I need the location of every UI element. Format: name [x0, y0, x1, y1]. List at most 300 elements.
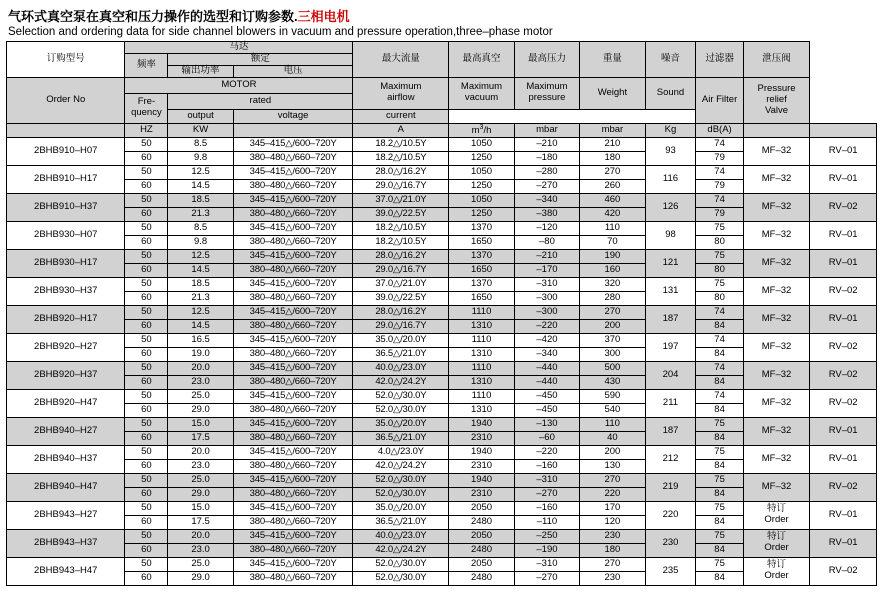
cell-sound: 79: [696, 207, 743, 221]
cell-vacuum: –250: [514, 529, 579, 543]
cell-airflow: 1110: [449, 305, 514, 319]
cell-current: 40.0△/23.0Y: [353, 529, 449, 543]
cell-output-power: 29.0: [168, 487, 233, 501]
cell-order-no: 2BHB920–H17: [7, 305, 125, 333]
header-filter-en: Air Filter: [696, 77, 743, 123]
cell-sound: 74: [696, 305, 743, 319]
table-row: [7, 193, 877, 207]
page-title-en: Selection and ordering data for side channel blowers in vacuum and pressure operation,three–phase motor: [8, 26, 553, 38]
cell-frequency: 60: [125, 347, 168, 361]
header-output-en: output: [168, 109, 233, 123]
cell-frequency: 50: [125, 193, 168, 207]
header-frequency-en-line1: Fre-: [137, 96, 156, 108]
cell-vacuum: –270: [514, 571, 579, 585]
page-title-cn-text: 气环式真空泵在真空和压力操作的选型和订购参数.: [8, 9, 298, 24]
cell-pressure: 40: [580, 431, 645, 445]
cell-sound: 84: [696, 543, 743, 557]
cell-pressure: 270: [580, 305, 645, 319]
cell-vacuum: –210: [514, 137, 579, 151]
cell-sound: 79: [696, 179, 743, 193]
cell-current: 29.0△/16.7Y: [353, 179, 449, 193]
cell-current: 29.0△/16.7Y: [353, 319, 449, 333]
cell-voltage: 345–415△/600–720Y: [233, 193, 353, 207]
cell-airflow: 1310: [449, 403, 514, 417]
unit-current: A: [353, 123, 449, 137]
cell-frequency: 60: [125, 487, 168, 501]
cell-frequency: 60: [125, 515, 168, 529]
header-order-no-cn: 订购型号: [7, 42, 125, 78]
table-body: [7, 137, 877, 585]
table-row: [7, 445, 877, 459]
cell-weight: 220: [645, 501, 696, 529]
cell-sound: 84: [696, 347, 743, 361]
cell-pressure: 230: [580, 529, 645, 543]
table-row: [7, 333, 877, 347]
cell-output-power: 18.5: [168, 277, 233, 291]
cell-airflow: 1310: [449, 319, 514, 333]
header-valve-en-line3: Valve: [765, 104, 789, 116]
cell-pressure: 260: [580, 179, 645, 193]
cell-pressure: 430: [580, 375, 645, 389]
cell-weight: 98: [645, 221, 696, 249]
cell-voltage: 380–480△/660–720Y: [233, 375, 353, 389]
cell-frequency: 50: [125, 277, 168, 291]
cell-frequency: 50: [125, 305, 168, 319]
header-row-en: [7, 77, 877, 93]
cell-weight: 93: [645, 137, 696, 165]
cell-current: 35.0△/20.0Y: [353, 417, 449, 431]
table-row: [7, 221, 877, 235]
cell-sound: 80: [696, 291, 743, 305]
cell-current: 52.0△/30.0Y: [353, 487, 449, 501]
cell-current: 37.0△/21.0Y: [353, 193, 449, 207]
header-frequency-cn: 频率: [125, 53, 168, 77]
cell-airflow: 1110: [449, 361, 514, 375]
unit-order-no: [7, 123, 125, 137]
cell-frequency: 50: [125, 333, 168, 347]
cell-relief-valve: RV–02: [810, 193, 877, 221]
cell-voltage: 380–480△/660–720Y: [233, 319, 353, 333]
cell-air-filter: MF–32: [743, 137, 810, 165]
cell-air-filter-en: Order: [764, 542, 789, 554]
cell-air-filter-cn: 特订: [767, 531, 787, 543]
header-filter-cn: 过滤器: [696, 42, 743, 78]
cell-frequency: 50: [125, 361, 168, 375]
cell-pressure: 500: [580, 361, 645, 375]
cell-airflow: 1310: [449, 375, 514, 389]
cell-pressure: 590: [580, 389, 645, 403]
cell-current: 29.0△/16.7Y: [353, 263, 449, 277]
cell-weight: 211: [645, 389, 696, 417]
header-pressure-en-line2: pressure: [528, 92, 566, 104]
cell-output-power: 20.0: [168, 361, 233, 375]
cell-frequency: 50: [125, 417, 168, 431]
cell-vacuum: –220: [514, 445, 579, 459]
cell-frequency: 60: [125, 375, 168, 389]
table-row: [7, 501, 877, 515]
cell-voltage: 345–415△/600–720Y: [233, 417, 353, 431]
cell-sound: 79: [696, 151, 743, 165]
cell-vacuum: –270: [514, 487, 579, 501]
cell-sound: 75: [696, 501, 743, 515]
cell-airflow: 2480: [449, 571, 514, 585]
cell-relief-valve: RV–01: [810, 305, 877, 333]
cell-pressure: 270: [580, 165, 645, 179]
unit-voltage: [233, 123, 353, 137]
cell-weight: 187: [645, 305, 696, 333]
cell-output-power: 15.0: [168, 417, 233, 431]
cell-sound: 80: [696, 263, 743, 277]
cell-pressure: 300: [580, 347, 645, 361]
cell-frequency: 50: [125, 389, 168, 403]
table-row: [7, 305, 877, 319]
cell-vacuum: –440: [514, 375, 579, 389]
cell-vacuum: –450: [514, 389, 579, 403]
cell-output-power: 25.0: [168, 473, 233, 487]
cell-vacuum: –80: [514, 235, 579, 249]
table-row: [7, 277, 877, 291]
cell-airflow: 1940: [449, 473, 514, 487]
cell-current: 52.0△/30.0Y: [353, 403, 449, 417]
cell-relief-valve: RV–02: [810, 277, 877, 305]
cell-sound: 75: [696, 221, 743, 235]
cell-airflow: 2310: [449, 487, 514, 501]
cell-frequency: 60: [125, 459, 168, 473]
cell-current: 18.2△/10.5Y: [353, 137, 449, 151]
cell-sound: 84: [696, 571, 743, 585]
cell-air-filter-en: Order: [764, 570, 789, 582]
header-frequency-en: [125, 93, 168, 123]
header-sound-en: Sound: [645, 77, 696, 109]
cell-voltage: 345–415△/600–720Y: [233, 361, 353, 375]
cell-output-power: 15.0: [168, 501, 233, 515]
cell-order-no: 2BHB940–H27: [7, 417, 125, 445]
unit-filter: [743, 123, 810, 137]
cell-airflow: 2050: [449, 557, 514, 571]
cell-pressure: 110: [580, 417, 645, 431]
cell-frequency: 60: [125, 235, 168, 249]
cell-output-power: 20.0: [168, 445, 233, 459]
cell-air-filter: MF–32: [743, 417, 810, 445]
cell-current: 52.0△/30.0Y: [353, 571, 449, 585]
unit-weight: Kg: [645, 123, 696, 137]
cell-sound: 75: [696, 473, 743, 487]
cell-vacuum: –340: [514, 347, 579, 361]
cell-output-power: 17.5: [168, 515, 233, 529]
cell-frequency: 50: [125, 137, 168, 151]
table-row: [7, 417, 877, 431]
cell-weight: 197: [645, 333, 696, 361]
cell-order-no: 2BHB910–H37: [7, 193, 125, 221]
cell-voltage: 380–480△/660–720Y: [233, 571, 353, 585]
cell-sound: 84: [696, 403, 743, 417]
cell-frequency: 60: [125, 571, 168, 585]
header-row-cn: [7, 42, 877, 54]
cell-order-no: 2BHB910–H17: [7, 165, 125, 193]
cell-output-power: 8.5: [168, 221, 233, 235]
header-airflow-en: [353, 77, 449, 109]
cell-voltage: 380–480△/660–720Y: [233, 151, 353, 165]
cell-sound: 75: [696, 249, 743, 263]
cell-vacuum: –300: [514, 291, 579, 305]
header-row-units: [7, 123, 877, 137]
cell-frequency: 60: [125, 403, 168, 417]
cell-air-filter: MF–32: [743, 165, 810, 193]
cell-output-power: 16.5: [168, 333, 233, 347]
table-row: [7, 473, 877, 487]
unit-airflow: $m^3/h$: [449, 123, 514, 137]
cell-current: 52.0△/30.0Y: [353, 557, 449, 571]
cell-vacuum: –310: [514, 557, 579, 571]
cell-air-filter: [743, 557, 810, 585]
cell-order-no: 2BHB943–H47: [7, 557, 125, 585]
cell-current: 52.0△/30.0Y: [353, 473, 449, 487]
cell-current: 39.0△/22.5Y: [353, 291, 449, 305]
cell-voltage: 380–480△/660–720Y: [233, 207, 353, 221]
cell-voltage: 345–415△/600–720Y: [233, 529, 353, 543]
cell-relief-valve: RV–01: [810, 165, 877, 193]
cell-airflow: 1940: [449, 417, 514, 431]
cell-output-power: 21.3: [168, 207, 233, 221]
cell-air-filter: MF–32: [743, 277, 810, 305]
cell-voltage: 345–415△/600–720Y: [233, 249, 353, 263]
cell-weight: 187: [645, 417, 696, 445]
cell-airflow: 2050: [449, 501, 514, 515]
cell-air-filter: MF–32: [743, 305, 810, 333]
cell-output-power: 20.0: [168, 529, 233, 543]
cell-order-no: 2BHB920–H27: [7, 333, 125, 361]
cell-voltage: 380–480△/660–720Y: [233, 179, 353, 193]
cell-output-power: 9.8: [168, 151, 233, 165]
cell-frequency: 50: [125, 221, 168, 235]
cell-output-power: 12.5: [168, 165, 233, 179]
cell-relief-valve: RV–02: [810, 557, 877, 585]
cell-sound: 84: [696, 487, 743, 501]
cell-pressure: 420: [580, 207, 645, 221]
cell-output-power: 12.5: [168, 249, 233, 263]
cell-vacuum: –310: [514, 277, 579, 291]
cell-current: 35.0△/20.0Y: [353, 501, 449, 515]
cell-order-no: 2BHB910–H07: [7, 137, 125, 165]
cell-relief-valve: RV–01: [810, 501, 877, 529]
cell-voltage: 380–480△/660–720Y: [233, 291, 353, 305]
cell-output-power: 19.0: [168, 347, 233, 361]
cell-vacuum: –60: [514, 431, 579, 445]
cell-vacuum: –310: [514, 473, 579, 487]
header-motor-cn: 马达: [125, 42, 353, 54]
cell-output-power: 9.8: [168, 235, 233, 249]
unit-sound: dB(A): [696, 123, 743, 137]
cell-voltage: 345–415△/600–720Y: [233, 445, 353, 459]
table-row: [7, 165, 877, 179]
table-row: [7, 137, 877, 151]
header-pressure-en: [514, 77, 579, 109]
cell-voltage: 380–480△/660–720Y: [233, 263, 353, 277]
cell-airflow: 2480: [449, 515, 514, 529]
table-row: [7, 361, 877, 375]
cell-sound: 80: [696, 235, 743, 249]
cell-pressure: 320: [580, 277, 645, 291]
cell-frequency: 60: [125, 291, 168, 305]
cell-pressure: 230: [580, 571, 645, 585]
cell-pressure: 460: [580, 193, 645, 207]
cell-sound: 84: [696, 375, 743, 389]
table-row: [7, 249, 877, 263]
cell-output-power: 8.5: [168, 137, 233, 151]
cell-air-filter: MF–32: [743, 361, 810, 389]
table-header: [7, 42, 877, 138]
cell-weight: 212: [645, 445, 696, 473]
cell-airflow: 1370: [449, 277, 514, 291]
cell-vacuum: –190: [514, 543, 579, 557]
cell-order-no: 2BHB940–H47: [7, 473, 125, 501]
cell-relief-valve: RV–01: [810, 445, 877, 473]
cell-current: 18.2△/10.5Y: [353, 235, 449, 249]
table-row: [7, 389, 877, 403]
cell-output-power: 18.5: [168, 193, 233, 207]
cell-current: 40.0△/23.0Y: [353, 361, 449, 375]
cell-output-power: 25.0: [168, 557, 233, 571]
cell-voltage: 380–480△/660–720Y: [233, 235, 353, 249]
cell-current: 28.0△/16.2Y: [353, 165, 449, 179]
header-voltage-cn: 电压: [233, 65, 353, 77]
cell-vacuum: –120: [514, 221, 579, 235]
cell-pressure: 160: [580, 263, 645, 277]
cell-voltage: 345–415△/600–720Y: [233, 277, 353, 291]
cell-vacuum: –340: [514, 193, 579, 207]
cell-weight: 219: [645, 473, 696, 501]
header-weight-en: Weight: [580, 77, 645, 109]
header-airflow-en-line2: airflow: [387, 92, 415, 104]
cell-air-filter: MF–32: [743, 445, 810, 473]
cell-airflow: 1650: [449, 263, 514, 277]
header-weight-cn: 重量: [580, 42, 645, 78]
cell-airflow: 1370: [449, 221, 514, 235]
cell-weight: 126: [645, 193, 696, 221]
cell-airflow: 1250: [449, 151, 514, 165]
unit-vacuum: mbar: [514, 123, 579, 137]
cell-current: 36.5△/21.0Y: [353, 431, 449, 445]
cell-frequency: 50: [125, 473, 168, 487]
cell-relief-valve: RV–02: [810, 361, 877, 389]
cell-frequency: 50: [125, 249, 168, 263]
cell-pressure: 270: [580, 557, 645, 571]
header-vacuum-en-line2: vacuum: [464, 92, 499, 104]
header-order-no-en: Order No: [7, 77, 125, 123]
cell-current: 42.0△/24.2Y: [353, 459, 449, 473]
cell-relief-valve: RV–01: [810, 529, 877, 557]
cell-pressure: 200: [580, 319, 645, 333]
cell-frequency: 50: [125, 445, 168, 459]
cell-airflow: 1050: [449, 137, 514, 151]
cell-voltage: 380–480△/660–720Y: [233, 431, 353, 445]
unit-valve: [810, 123, 877, 137]
cell-vacuum: –220: [514, 319, 579, 333]
cell-pressure: 280: [580, 291, 645, 305]
cell-output-power: 23.0: [168, 543, 233, 557]
cell-voltage: 380–480△/660–720Y: [233, 403, 353, 417]
cell-frequency: 50: [125, 557, 168, 571]
cell-frequency: 60: [125, 151, 168, 165]
header-pressure-en-line1: Maximum: [526, 81, 568, 93]
cell-output-power: 17.5: [168, 431, 233, 445]
cell-current: 35.0△/20.0Y: [353, 333, 449, 347]
cell-voltage: 380–480△/660–720Y: [233, 347, 353, 361]
cell-current: 18.2△/10.5Y: [353, 151, 449, 165]
page-title-cn: [8, 6, 878, 25]
unit-power: KW: [168, 123, 233, 137]
cell-current: 28.0△/16.2Y: [353, 305, 449, 319]
cell-voltage: 345–415△/600–720Y: [233, 473, 353, 487]
cell-vacuum: –440: [514, 361, 579, 375]
cell-order-no: 2BHB920–H47: [7, 389, 125, 417]
cell-voltage: 345–415△/600–720Y: [233, 137, 353, 151]
cell-frequency: 60: [125, 207, 168, 221]
cell-current: 52.0△/30.0Y: [353, 389, 449, 403]
header-airflow-cn: 最大流量: [353, 42, 449, 78]
cell-relief-valve: RV–01: [810, 137, 877, 165]
cell-vacuum: –160: [514, 459, 579, 473]
cell-output-power: 14.5: [168, 179, 233, 193]
cell-order-no: 2BHB930–H17: [7, 249, 125, 277]
cell-vacuum: –420: [514, 333, 579, 347]
header-vacuum-en-line1: Maximum: [460, 81, 503, 93]
cell-sound: 75: [696, 445, 743, 459]
cell-sound: 75: [696, 557, 743, 571]
specification-table: [6, 41, 877, 586]
cell-sound: 84: [696, 515, 743, 529]
cell-pressure: 210: [580, 137, 645, 151]
cell-relief-valve: RV–02: [810, 473, 877, 501]
cell-current: 36.5△/21.0Y: [353, 347, 449, 361]
cell-pressure: 110: [580, 221, 645, 235]
cell-current: 4.0△/23.0Y: [353, 445, 449, 459]
cell-air-filter: MF–32: [743, 333, 810, 361]
header-rated-cn: 额定: [168, 53, 353, 65]
cell-relief-valve: RV–01: [810, 417, 877, 445]
cell-pressure: 200: [580, 445, 645, 459]
header-voltage-en: voltage: [233, 109, 353, 123]
cell-order-no: 2BHB943–H37: [7, 529, 125, 557]
cell-vacuum: –300: [514, 305, 579, 319]
cell-pressure: 190: [580, 249, 645, 263]
table-row: [7, 529, 877, 543]
cell-sound: 75: [696, 417, 743, 431]
cell-air-filter: [743, 501, 810, 529]
cell-air-filter-en: Order: [764, 514, 789, 526]
cell-airflow: 1650: [449, 291, 514, 305]
cell-airflow: 2310: [449, 431, 514, 445]
cell-current: 39.0△/22.5Y: [353, 207, 449, 221]
cell-pressure: 130: [580, 459, 645, 473]
cell-vacuum: –130: [514, 417, 579, 431]
cell-pressure: 70: [580, 235, 645, 249]
header-pressure-cn: 最高压力: [514, 42, 579, 78]
cell-airflow: 1050: [449, 193, 514, 207]
cell-current: 42.0△/24.2Y: [353, 375, 449, 389]
cell-pressure: 180: [580, 543, 645, 557]
header-valve-en: [743, 77, 810, 123]
cell-airflow: 1110: [449, 333, 514, 347]
cell-frequency: 60: [125, 543, 168, 557]
cell-sound: 84: [696, 431, 743, 445]
cell-output-power: 14.5: [168, 319, 233, 333]
header-sound-cn: 噪音: [645, 42, 696, 78]
cell-output-power: 21.3: [168, 291, 233, 305]
header-valve-en-line2: relief: [766, 93, 787, 105]
cell-air-filter: MF–32: [743, 221, 810, 249]
cell-pressure: 540: [580, 403, 645, 417]
